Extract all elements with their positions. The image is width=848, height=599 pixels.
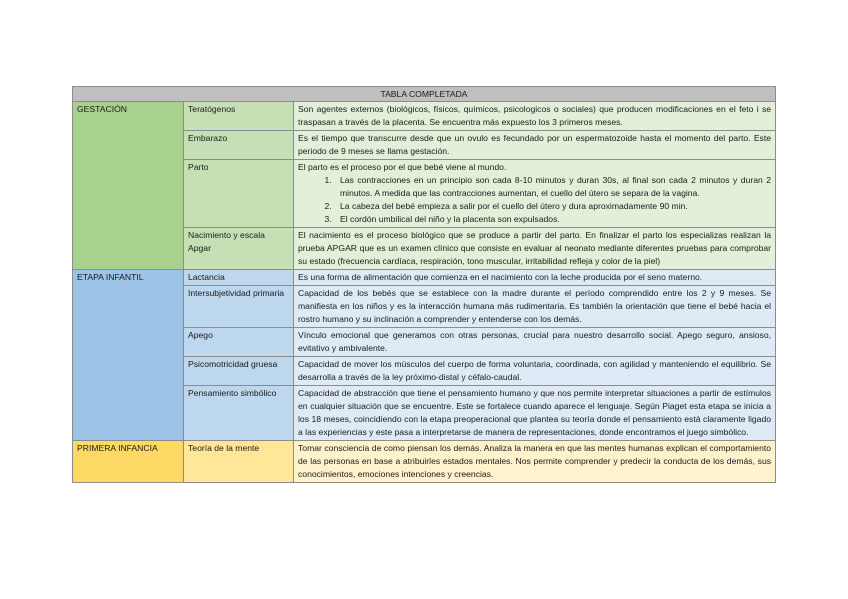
concept-description: Es una forma de alimentación que comienza en el nacimiento con la leche producida por el seno materno. <box>294 270 776 286</box>
concept-label: Pensamiento simbólico <box>184 386 294 441</box>
stage-primera-infancia: PRIMERA INFANCIA <box>73 441 184 483</box>
concept-description: Vínculo emocional que generamos con otras personas, crucial para nuestro desarrollo social. Apego seguro, ansioso, evitativo y ambivalente. <box>294 328 776 357</box>
table-row <box>73 441 776 483</box>
summary-table <box>72 86 776 483</box>
concept-label: Embarazo <box>184 131 294 160</box>
concept-label: Nacimiento y escala Apgar <box>184 228 294 270</box>
concept-description: Son agentes externos (biológicos, físicos, químicos, psicologicos o sociales) que producen modificaciones en el feto i se traspasan a través de la placenta. Se encuentra más expuesto los 3 primeros meses. <box>294 102 776 131</box>
concept-label: Intersubjetividad primaria <box>184 286 294 328</box>
concept-label: Apego <box>184 328 294 357</box>
table-title: TABLA COMPLETADA <box>73 87 776 102</box>
concept-label: Teoría de la mente <box>184 441 294 483</box>
list-item: 1. Las contracciones en un principio son cada 8-10 minutos y duran 30s, al final son cada 2 minutos y duran 2 minutos. A medida que las contracciones aumentan, el cuello del útero se separa de la vagina. <box>334 174 771 200</box>
concept-label: Teratógenos <box>184 102 294 131</box>
table-title-row <box>73 87 776 102</box>
concept-description: Es el tiempo que transcurre desde que un ovulo es fecundado por un espermatozoide hasta el momento del parto. Este periodo de 9 meses se llama gestación. <box>294 131 776 160</box>
concept-description: El nacimiento es el proceso biológico que se produce a partir del parto. En finalizar el parto los especializas realizan la prueba APGAR que es un examen clínico que consiste en evaluar al neonato mediante diferentes pruebas para comprobar su estado (frecuencia cardíaca, respiración, tono muscular, irritabilidad refleja y color de la piel) <box>294 228 776 270</box>
concept-description: Tomar consciencia de como piensan los demás. Analiza la manera en que las mentes humanas explican el comportamiento de las personas en base a atribuirles estados mentales. Nos permite comprender y predecir la conducta de los demás, sus conocimientos, emociones intenciones y creencias. <box>294 441 776 483</box>
concept-description: Capacidad de mover los músculos del cuerpo de forma voluntaria, coordinada, con agilidad y manteniendo el equilibrio. Se desarrolla a través de la ley próximo-distal y céfalo-caudal. <box>294 357 776 386</box>
concept-description <box>294 160 776 228</box>
concept-label: Lactancia <box>184 270 294 286</box>
stage-gestacion: GESTACIÓN <box>73 102 184 270</box>
parto-intro: El parto es el proceso por el que bebé viene al mundo. <box>298 162 507 172</box>
table-row <box>73 270 776 286</box>
list-item: 3. El cordón umbilical del niño y la placenta son expulsados. <box>334 213 771 226</box>
table-row <box>73 102 776 131</box>
concept-label: Psicomotricidad gruesa <box>184 357 294 386</box>
parto-steps-list <box>298 174 771 226</box>
concept-label: Parto <box>184 160 294 228</box>
concept-description: Capacidad de abstracción que tiene el pensamiento humano y que nos permite interpretar situaciones a partir de estímulos en cualquier situación que se encuentre. Este se fortalece cuando aparece el lenguaje. Según Piaget esta etapa se inicia a los 18 meses, coincidiendo con la etapa preoperacional que plantea su teoría donde el pensamiento está claramente ligado a las experiencias y este pasa a interpretarse de manera de representaciones, donde encontramos el juego simbólico. <box>294 386 776 441</box>
stage-etapa-infantil: ETAPA INFANTIL <box>73 270 184 441</box>
concept-description: Capacidad de los bebés que se establece con la madre durante el período comprendido entre los 2 y 9 meses. Se manifiesta en los niños y es la interacción humana más rudimentaria. Es también la orientación que tiene el bebé hacia el rostro humano y su inclinación a comprender y entenderse con los demás. <box>294 286 776 328</box>
list-item: 2. La cabeza del bebé empieza a salir por el cuello del útero y dura aproximadamente 90 min. <box>334 200 771 213</box>
